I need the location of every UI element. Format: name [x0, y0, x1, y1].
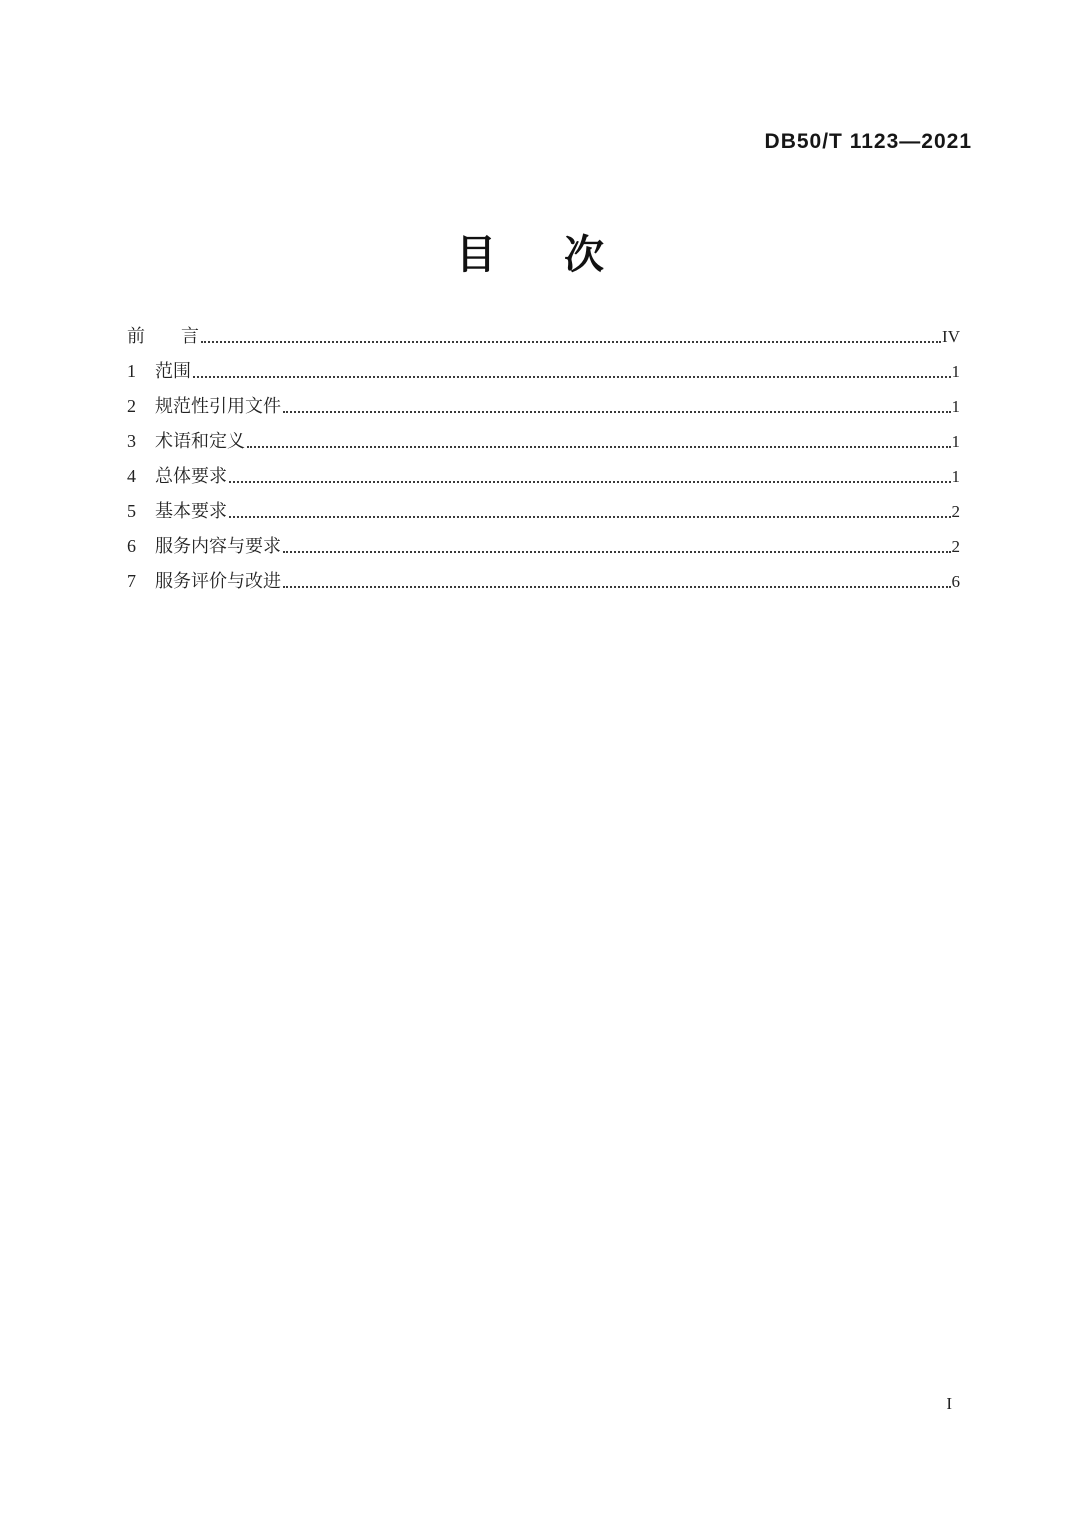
toc-entry-number: 1 [127, 361, 136, 382]
toc-entry-basic-requirements [127, 487, 960, 522]
toc-entry-label: 规范性引用文件 [155, 396, 281, 417]
toc-entry-number: 7 [127, 571, 136, 592]
leader-dots [283, 551, 951, 553]
toc-entry-page: 1 [951, 397, 960, 417]
toc-entry-label: 基本要求 [155, 501, 227, 522]
toc-entry-label: 范围 [155, 361, 191, 382]
toc-entry-page: 6 [951, 572, 960, 592]
toc-entry-normative-references [127, 382, 960, 417]
toc-entry-label: 服务内容与要求 [155, 536, 281, 557]
toc-entry-service-evaluation [127, 557, 960, 592]
toc-entry-page: 1 [951, 467, 960, 487]
toc-entry-label: 总体要求 [155, 466, 227, 487]
toc-entry-terms-definitions [127, 417, 960, 452]
table-of-contents [127, 312, 960, 592]
toc-entry-page: 1 [951, 362, 960, 382]
toc-entry-number: 5 [127, 501, 136, 522]
leader-dots [247, 446, 951, 448]
toc-title: 目 次 [456, 233, 618, 277]
toc-entry-page: 2 [951, 502, 960, 522]
standard-number-header: DB50/T 1123—2021 [764, 130, 972, 153]
toc-entry-foreword [127, 312, 960, 347]
toc-entry-number: 3 [127, 431, 136, 452]
toc-entry-label: 服务评价与改进 [155, 571, 281, 592]
toc-entry-number: 2 [127, 396, 136, 417]
toc-entry-number: 6 [127, 536, 136, 557]
toc-entry-page: 2 [951, 537, 960, 557]
leader-dots [283, 411, 951, 413]
leader-dots [193, 376, 951, 378]
toc-entry-scope [127, 347, 960, 382]
leader-dots [229, 516, 951, 518]
toc-entry-general-requirements [127, 452, 960, 487]
leader-dots [229, 481, 951, 483]
toc-entry-page: IV [942, 327, 960, 347]
leader-dots [283, 586, 951, 588]
page-number: I [946, 1394, 952, 1413]
toc-entry-number: 4 [127, 466, 136, 487]
toc-entry-service-content [127, 522, 960, 557]
toc-entry-label: 前 言 [127, 326, 199, 347]
leader-dots [201, 341, 941, 343]
toc-entry-page: 1 [951, 432, 960, 452]
toc-entry-label: 术语和定义 [155, 431, 245, 452]
